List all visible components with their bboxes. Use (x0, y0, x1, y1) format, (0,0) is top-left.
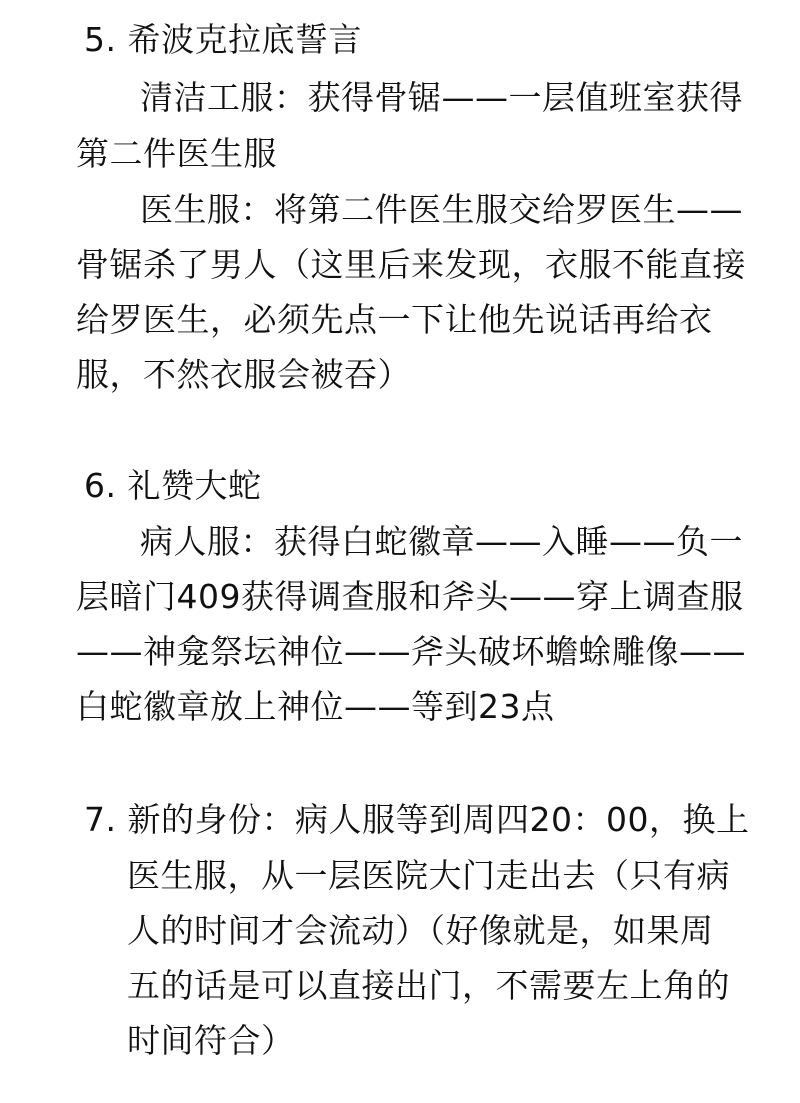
section-7-heading: 7. 新的身份：病人服等到周四20：00，换上 (84, 800, 750, 839)
section-7-line-4: 时间符合） (127, 1021, 295, 1060)
section-7-line-3: 五的话是可以直接出门，不需要左上角的 (127, 966, 730, 1005)
section-6-line-3: ——神龛祭坛神位——斧头破坏蟾蜍雕像—— (76, 632, 746, 671)
section-7-line-1: 医生服，从一层医院大门走出去（只有病 (127, 856, 730, 895)
section-5-line-6: 服，不然衣服会被吞） (76, 355, 411, 394)
section-5-line-5: 给罗医生，必须先点一下让他先说话再给衣 (76, 300, 713, 339)
section-6-line-4: 白蛇徽章放上神位——等到23点 (76, 687, 555, 726)
section-6-line-1: 病人服：获得白蛇徽章——入睡——负一 (140, 522, 743, 561)
section-5-line-2: 第二件医生服 (76, 134, 277, 173)
section-5-line-4: 骨锯杀了男人（这里后来发现，衣服不能直接 (76, 245, 746, 284)
section-7-line-2: 人的时间才会流动）（好像就是，如果周 (127, 911, 714, 950)
section-6-line-2: 层暗门409获得调查服和斧头——穿上调查服 (76, 577, 744, 616)
section-5-line-1: 清洁工服：获得骨锯——一层值班室获得 (140, 78, 743, 117)
section-6-heading: 6. 礼赞大蛇 (84, 466, 262, 505)
section-5-line-3: 医生服：将第二件医生服交给罗医生—— (140, 190, 743, 229)
section-5-heading: 5. 希波克拉底誓言 (84, 20, 362, 59)
